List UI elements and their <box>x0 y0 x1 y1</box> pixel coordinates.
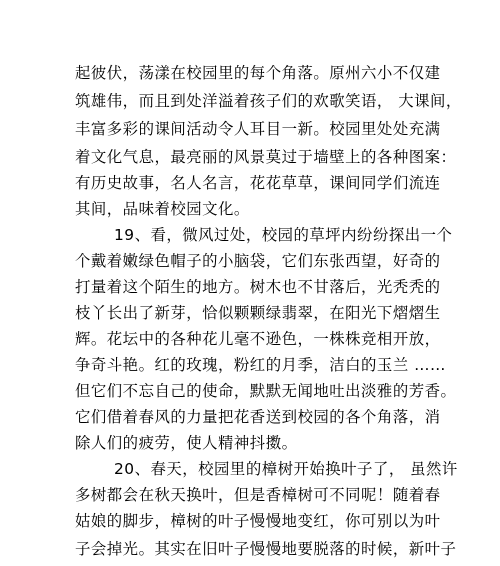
text-line: 姑娘的脚步，樟树的叶子慢慢地变红，你可别以为叶 <box>75 512 441 530</box>
text-line: 着文化气息，最亮丽的风景莫过于墙壁上的各种图案： <box>75 148 457 166</box>
text-line: 丰富多彩的课间活动令人耳目一新。校园里处处充满 <box>75 120 441 138</box>
text-line: 其间，品味着校园文化。 <box>75 200 250 218</box>
text-line: 它们借着春风的力量把花香送到校园的各个角落，消 <box>75 408 441 426</box>
text-line: 个戴着嫩绿色帽子的小脑袋，它们东张西望，好奇的 <box>75 252 441 270</box>
text-line: 打量着这个陌生的地方。树木也不甘落后，光秃秃的 <box>75 278 441 296</box>
text-line: 争奇斗艳。红的玫瑰，粉红的月季，洁白的玉兰 …… <box>75 356 446 374</box>
text-line: 子会掉光。其实在旧叶子慢慢地要脱落的时候，新叶子 <box>75 540 457 558</box>
text-line: 起彼伏，荡漾在校园里的每个角落。原州六小不仅建 <box>75 64 441 82</box>
text-line: 辉。花坛中的各种花儿毫不逊色，一株株竞相开放， <box>75 330 441 348</box>
text-line: 枝丫长出了新芽，恰似颗颗绿翡翠，在阳光下熠熠生 <box>75 304 441 322</box>
text-line: 但它们不忘自己的使命，默默无闻地吐出淡雅的芳香。 <box>75 382 457 400</box>
text-line: 多树都会在秋天换叶，但是香樟树可不同呢！随着春 <box>75 486 441 504</box>
text-line: 有历史故事，名人名言，花花草草，课间同学们流连 <box>75 174 441 192</box>
paragraph-19-first-line: 19、看，微风过处，校园的草坪内纷纷探出一个 <box>114 226 453 244</box>
paragraph-20-first-line: 20、春天，校园里的樟树开始换叶子了， 虽然许 <box>114 460 458 478</box>
text-line: 筑雄伟，而且到处洋溢着孩子们的欢歌笑语， 大课间， <box>75 92 462 110</box>
text-line: 除人们的疲劳，使人精神抖擞。 <box>75 434 298 452</box>
